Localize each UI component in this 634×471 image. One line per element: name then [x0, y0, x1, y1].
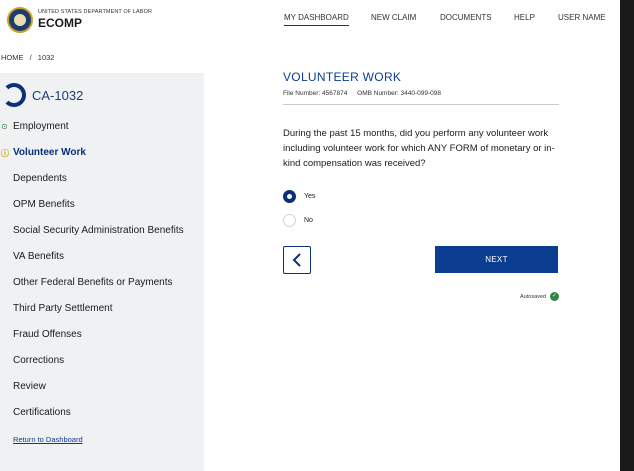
step-label: Social Security Administration Benefits [13, 225, 184, 236]
step-label: VA Benefits [13, 251, 64, 262]
step-fraud-offenses[interactable] [13, 329, 82, 340]
chevron-left-icon [291, 253, 303, 267]
form-meta [283, 90, 559, 97]
check-icon: ✓ [551, 293, 558, 299]
main-content [283, 70, 559, 300]
step-employment[interactable] [1, 121, 69, 132]
step-label: OPM Benefits [13, 199, 75, 210]
site-header [0, 0, 620, 38]
nav-help[interactable]: HELP [514, 13, 535, 22]
return-to-dashboard-link[interactable]: Return to Dashboard [13, 435, 83, 444]
step-label: Volunteer Work [13, 147, 86, 158]
step-opm-benefits[interactable] [13, 199, 75, 210]
omb-number: OMB Number: 3440-099-098 [357, 90, 441, 97]
nav-my-dashboard[interactable]: MY DASHBOARD [284, 13, 349, 26]
divider [283, 104, 559, 105]
step-corrections[interactable] [13, 355, 64, 366]
step-label: Certifications [13, 407, 71, 418]
step-third-party-settlement[interactable] [13, 303, 112, 314]
step-label: Employment [13, 121, 69, 132]
breadcrumb [1, 53, 58, 62]
dol-seal-logo [7, 7, 33, 33]
radio-button[interactable] [283, 190, 296, 203]
next-button[interactable]: NEXT [435, 246, 558, 273]
nav-new-claim[interactable]: NEW CLAIM [371, 13, 417, 22]
autosave-status [520, 292, 559, 301]
step-label: Fraud Offenses [13, 329, 82, 340]
step-va-benefits[interactable] [13, 251, 64, 262]
step-label: Third Party Settlement [13, 303, 113, 314]
window-edge [620, 0, 634, 471]
form-id: CA-1032 [32, 88, 84, 103]
step-ssa-benefits[interactable] [13, 225, 184, 236]
page-title: VOLUNTEER WORK [283, 70, 402, 84]
step-review[interactable] [13, 381, 46, 392]
autosave-label: Autosaved [520, 293, 546, 300]
step-certifications[interactable] [13, 407, 71, 418]
radio-label: No [304, 217, 313, 224]
radio-option-yes[interactable] [283, 190, 315, 203]
step-label: Dependents [13, 173, 67, 184]
nav-documents[interactable]: DOCUMENTS [440, 13, 492, 22]
back-button[interactable] [283, 246, 311, 274]
step-dependents[interactable] [13, 173, 67, 184]
file-number: File Number: 4567874 [283, 90, 348, 97]
radio-option-no[interactable] [283, 214, 313, 227]
check-circle-icon: ⊙ [1, 122, 8, 131]
step-label: Review [13, 381, 46, 392]
step-volunteer-work[interactable] [1, 147, 86, 158]
breadcrumb-current: 1032 [37, 53, 55, 62]
radio-button[interactable] [283, 214, 296, 227]
question-text: During the past 15 months, did you perform any volunteer work including volunteer work for which ANY FORM of monetary or in-kind compensation was received? [283, 128, 555, 169]
agency-name: UNITED STATES DEPARTMENT OF LABOR [38, 9, 153, 15]
progress-ring-icon [2, 83, 26, 107]
step-label: Corrections [13, 355, 65, 366]
app-name[interactable]: ECOMP [38, 16, 83, 30]
step-label: Other Federal Benefits or Payments [13, 277, 173, 288]
nav-user-name[interactable]: USER NAME [558, 13, 606, 22]
breadcrumb-home[interactable]: HOME [1, 53, 24, 62]
in-progress-icon: ⓘ [1, 149, 9, 158]
radio-label: Yes [304, 193, 316, 200]
breadcrumb-separator: / [29, 53, 32, 62]
step-other-federal-benefits[interactable] [13, 277, 173, 288]
form-progress-sidebar [0, 73, 204, 471]
